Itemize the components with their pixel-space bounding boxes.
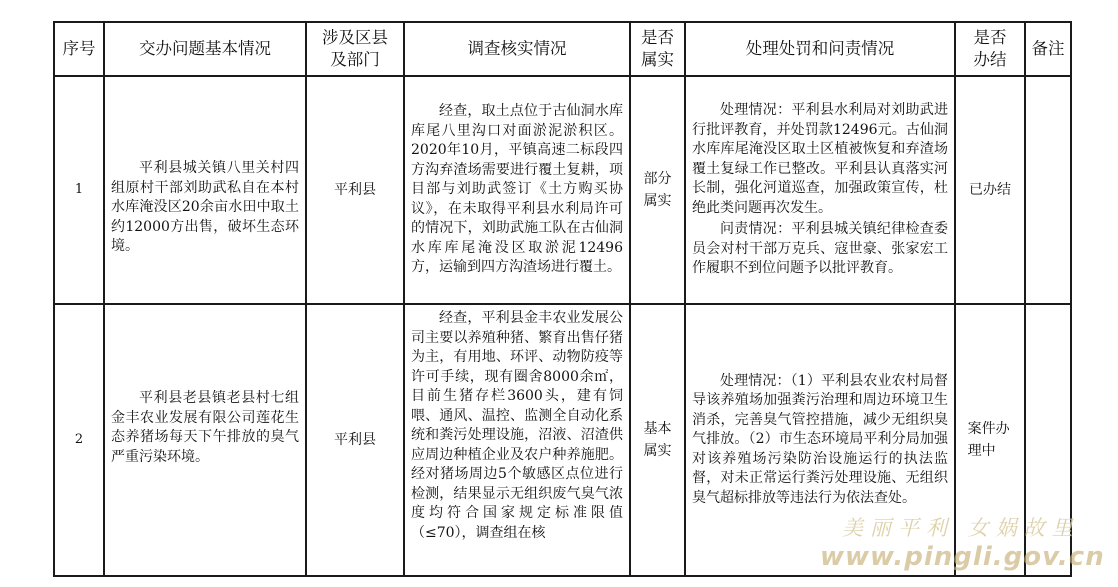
table-row <box>54 76 1071 304</box>
row1-remarks <box>1025 76 1071 304</box>
row1-verified: 部分属实 <box>630 76 685 304</box>
row1-closed: 已办结 <box>955 76 1025 304</box>
row1-district: 平利县 <box>306 76 404 304</box>
row1-seq: 1 <box>54 76 104 304</box>
header-district: 涉及区县及部门 <box>306 22 404 76</box>
row2-seq: 2 <box>54 304 104 576</box>
row1-handling: 处理情况：平利县水利局对刘助武进行批评教育，并处罚款12496元。古仙洞水库库尾淹没区取土区植被恢复和弃渣场覆土复绿工作已整改。平利县认真落实河长制，强化河道巡查，加强政策宣传，杜绝此类问题再次发生。 问责情况：平利县城关镇纪律检查委员会对村干部万克兵、寇世豪、张家宏工作履职不到位问题予以批评教育。 <box>685 76 955 304</box>
row2-investigation: 经查，平利县金丰农业发展公司主要以养殖种猪、繁育出售仔猪为主，有用地、环评、动物防疫等许可手续，现有圈舍8000余㎡，目前生猪存栏3600头，建有饲喂、通风、温控、监测全自动化系统和粪污处理设施，沼液、沼渣供应周边种植企业及农户种养施肥。经对猪场周边5个敏感区点位进行检测，结果显示无组织废气臭气浓度均符合国家规定标准限值（≤70），调查组在核 <box>404 304 630 576</box>
table-row <box>54 304 1071 576</box>
row2-basic: 平利县老县镇老县村七组金丰农业发展有限公司莲花生态养猪场每天下午排放的臭气严重污染环境。 <box>104 304 306 576</box>
header-investigation: 调查核实情况 <box>404 22 630 76</box>
header-verified: 是否属实 <box>630 22 685 76</box>
header-row <box>54 22 1071 76</box>
header-remarks: 备注 <box>1025 22 1071 76</box>
header-handling: 处理处罚和问责情况 <box>685 22 955 76</box>
row1-investigation: 经查，取土点位于古仙洞水库库尾八里沟口对面淤泥淤积区。2020年10月，平镇高速二标段四方沟弃渣场需要进行覆土复耕，项目部与刘助武签订《土方购买协议》，在未取得平利县水利局许可的情况下，刘助武施工队在古仙洞水库库尾淹没区取淤泥12496方，运输到四方沟渣场进行覆土。 <box>404 76 630 304</box>
header-closed: 是否办结 <box>955 22 1025 76</box>
row2-remarks <box>1025 304 1071 576</box>
watermark-slogan: 美丽平利 女娲故里 <box>842 516 1080 540</box>
row2-handling: 处理情况：（1）平利县农业农村局督导该养殖场加强粪污治理和周边环境卫生消杀，完善臭气管控措施，减少无组织臭气排放。（2）市生态环境局平利分局加强对该养殖场污染防治设施运行的执法监督，对未正常运行粪污处理设施、无组织臭气超标排放等违法行为依法查处。 <box>685 304 955 576</box>
header-seq: 序号 <box>54 22 104 76</box>
report-table <box>53 21 1072 577</box>
header-basic: 交办问题基本情况 <box>104 22 306 76</box>
row2-district: 平利县 <box>306 304 404 576</box>
watermark-url: www.pingli.gov.cn <box>820 542 1105 572</box>
row2-closed: 案件办理中 <box>955 304 1025 576</box>
row1-basic: 平利县城关镇八里关村四组原村干部刘助武私自在本村水库淹没区20余亩水田中取土约12000方出售，破坏生态环境。 <box>104 76 306 304</box>
row2-verified: 基本属实 <box>630 304 685 576</box>
